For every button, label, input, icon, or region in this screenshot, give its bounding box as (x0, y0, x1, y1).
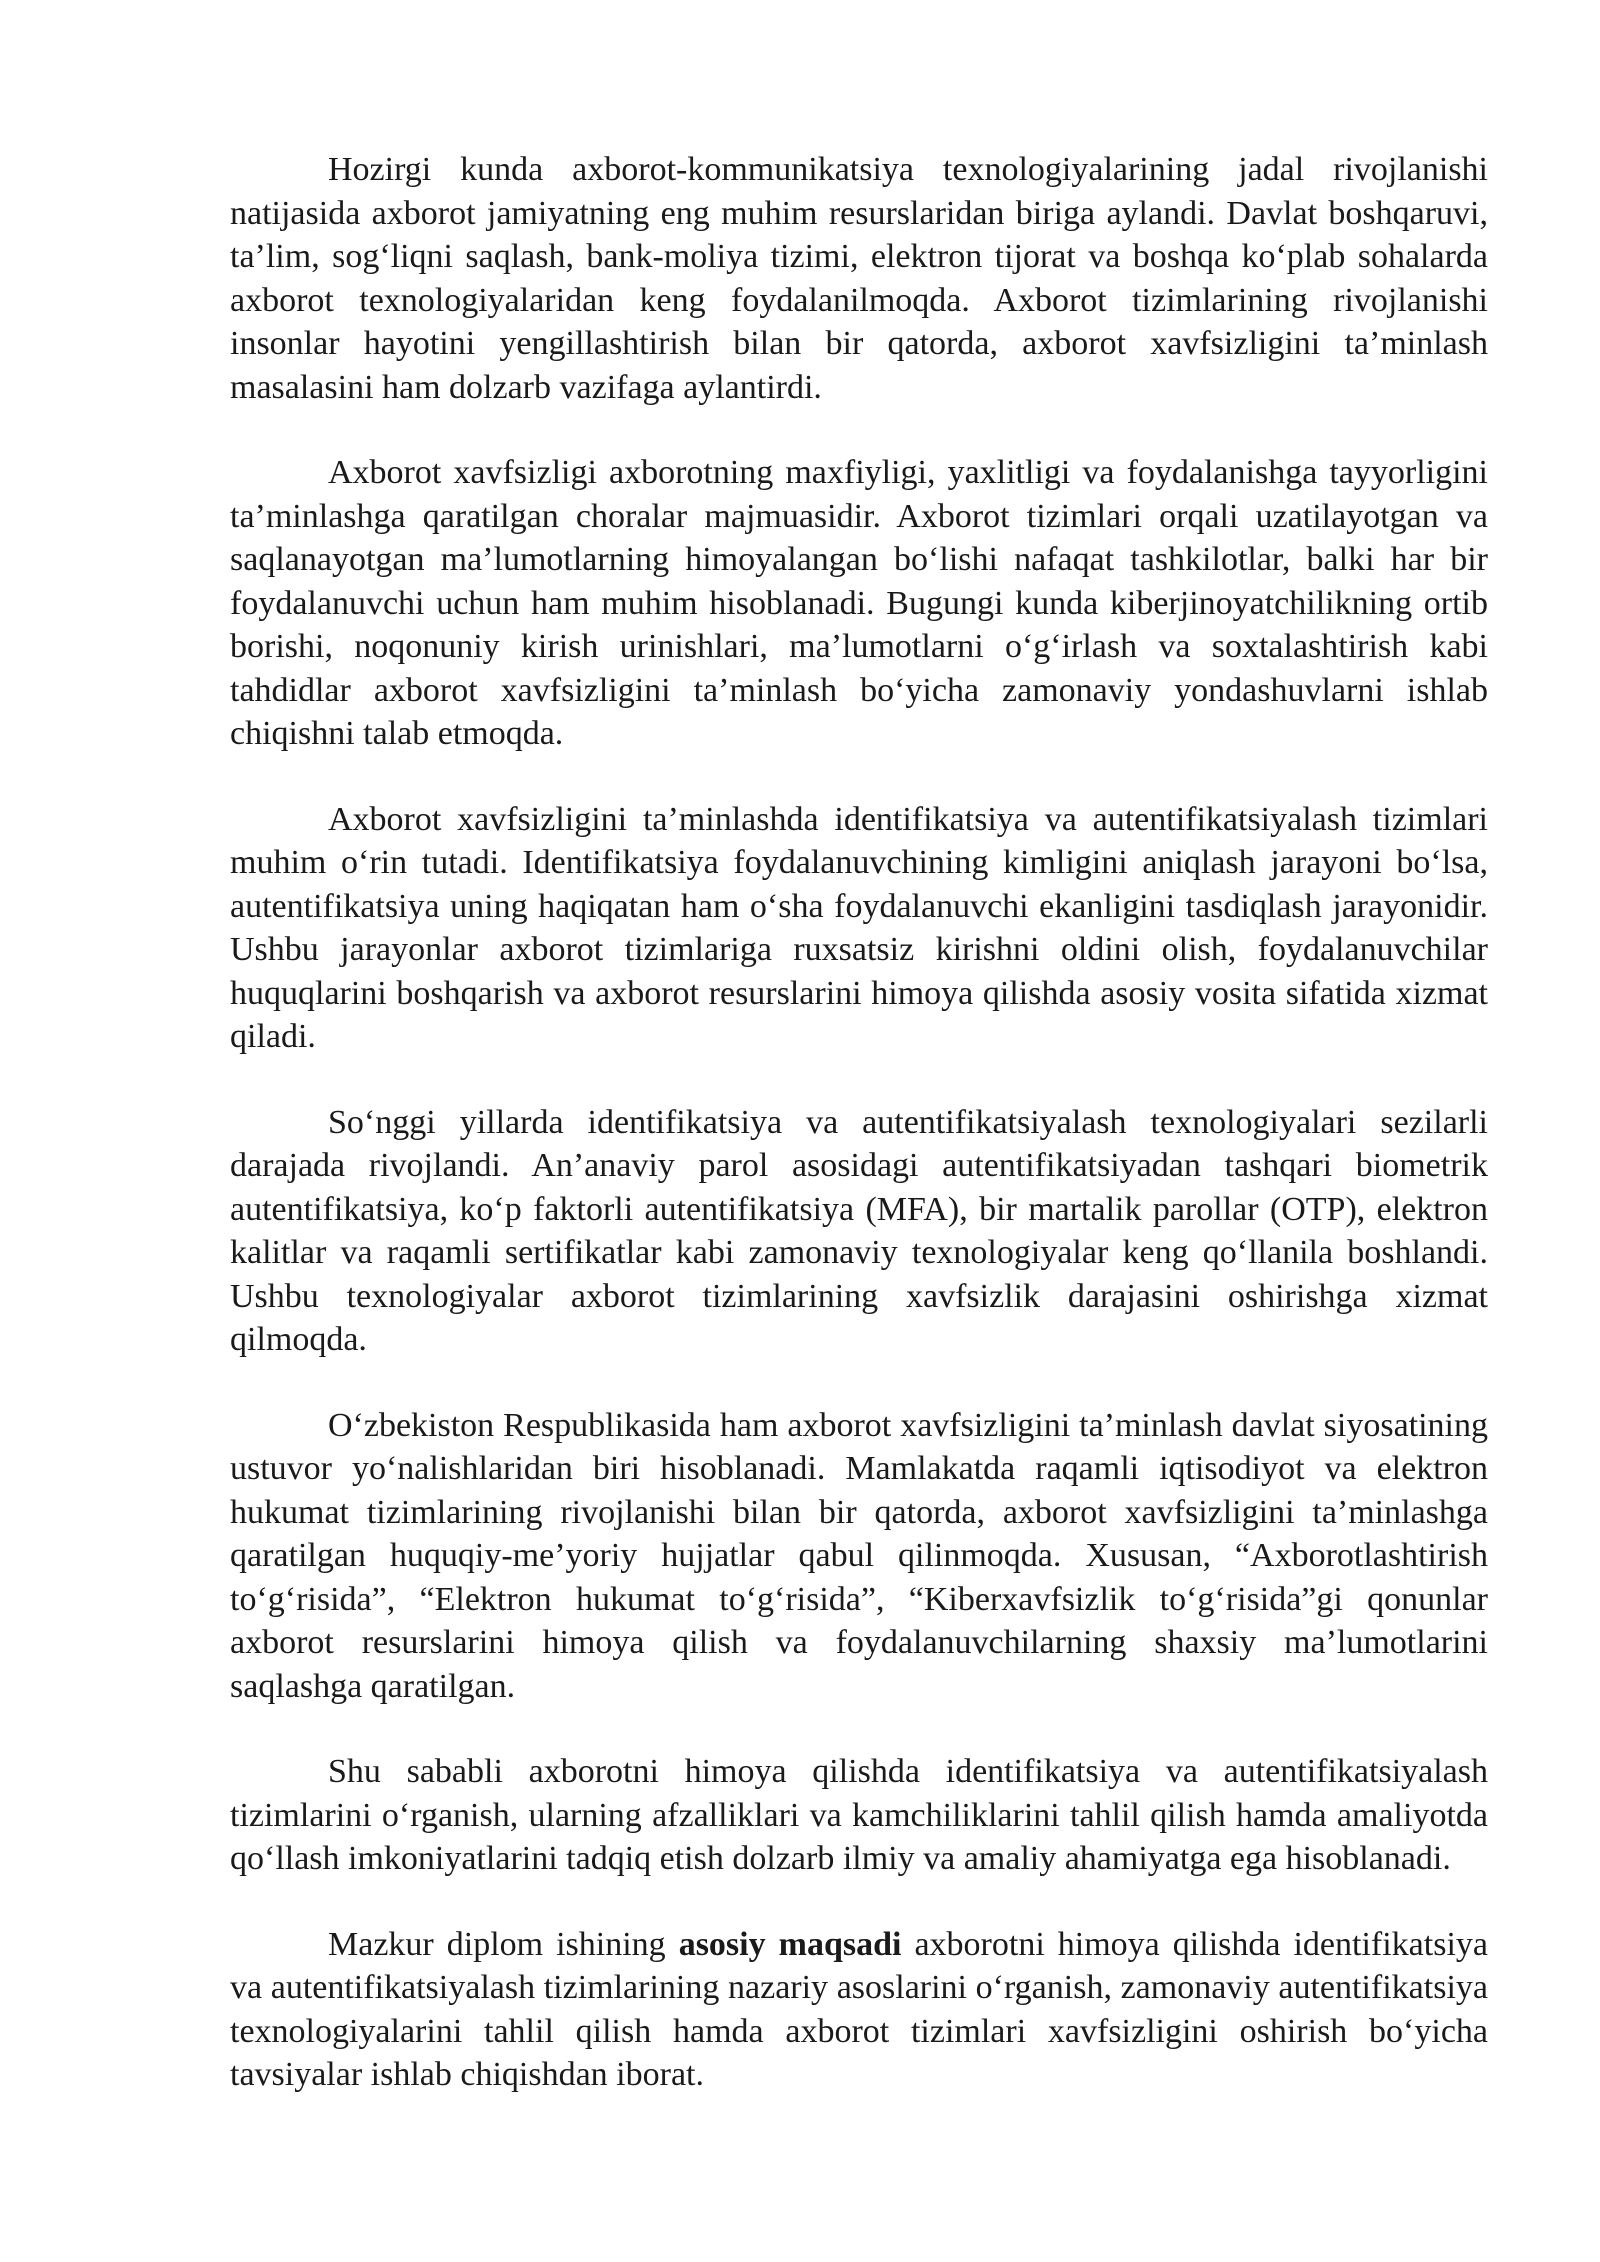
main-goal-lead-text: Mazkur diplom ishining (328, 1925, 679, 1963)
paragraph-modern-technologies: So‘nggi yillarda identifikatsiya va autentifikatsiyalash texnologiyalari sezilarli darajada rivojlandi. An’anaviy parol asosidagi autentifikatsiyadan tashqari biometrik autentifikatsiya, ko‘p faktorli autentifikatsiya (MFA), bir martalik parollar (OTP), elektron kalitlar va raqamli sertifikatlar kabi zamonaviy texnologiyalar keng qo‘llanila boshlandi. Ushbu texnologiyalar axborot tizimlarining xavfsizlik darajasini oshirishga xizmat qilmoqda. (230, 1103, 1488, 1358)
paragraph-uzbekistan-policy: O‘zbekiston Respublikasida ham axborot xavfsizligini ta’minlash davlat siyosatining ustuvor yo‘nalishlaridan biri hisoblanadi. Mamlakatda raqamli iqtisodiyot va elektron hukumat tizimlarining rivojlanishi bilan bir qatorda, axborot xavfsizligini ta’minlashga qaratilgan huquqiy-me’yoriy hujjatlar qabul qilinmoqda. Xususan, “Axborotlashtirish to‘g‘risida”, “Elektron hukumat to‘g‘risida”, “Kiberxavfsizlik to‘g‘risida”gi qonunlar axborot resurslarini himoya qilish va foydalanuvchilarning shaxsiy ma’lumotlarini saqlashga qaratilgan. (230, 1406, 1488, 1705)
paragraph-main-goal (230, 1923, 1488, 2097)
paragraph-identification-authentication: Axborot xavfsizligini ta’minlashda identifikatsiya va autentifikatsiyalash tizimlari muhim o‘rin tutadi. Identifikatsiya foydalanuvchining kimligini aniqlash jarayoni bo‘lsa, autentifikatsiya uning haqiqatan ham o‘sha foydalanuvchi ekanligini tasdiqlash jarayonidir. Ushbu jarayonlar axborot tizimlariga ruxsatsiz kirishni oldini olish, foydalanuvchilar huquqlarini boshqarish va axborot resurslarini himoya qilishda asosiy vosita sifatida xizmat qiladi. (230, 800, 1488, 1055)
document-page (230, 148, 1488, 2139)
paragraph-relevance: Shu sababli axborotni himoya qilishda identifikatsiya va autentifikatsiyalash tizimlarini o‘rganish, ularning afzalliklari va kamchiliklarini tahlil qilish hamda amaliyotda qo‘llash imkoniyatlarini tadqiq etish dolzarb ilmiy va amaliy ahamiyatga ega hisoblanadi. (230, 1753, 1488, 1877)
paragraph-information-security: Axborot xavfsizligi axborotning maxfiyligi, yaxlitligi va foydalanishga tayyorligini ta’minlashga qaratilgan choralar majmuasidir. Axborot tizimlari orqali uzatilayotgan va saqlanayotgan ma’lumotlarning himoyalangan bo‘lishi nafaqat tashkilotlar, balki har bir foydalanuvchi uchun ham muhim hisoblanadi. Bugungi kunda kiberjinoyatchilikning ortib borishi, noqonuniy kirish urinishlari, ma’lumotlarni o‘g‘irlash va soxtalashtirish kabi tahdidlar axborot xavfsizligini ta’minlash bo‘yicha zamonaviy yondashuvlarni ishlab chiqishni talab etmoqda. (230, 454, 1488, 752)
paragraph-introduction: Hozirgi kunda axborot-kommunikatsiya texnologiyalarining jadal rivojlanishi natijasida axborot jamiyatning eng muhim resurslaridan biriga aylandi. Davlat boshqaruvi, ta’lim, sog‘liqni saqlash, bank-moliya tizimi, elektron tijorat va boshqa ko‘plab sohalarda axborot texnologiyalaridan keng foydalanilmoqda. Axborot tizimlarining rivojlanishi insonlar hayotini yengillashtirish bilan bir qatorda, axborot xavfsizligini ta’minlash masalasini ham dolzarb vazifaga aylantirdi. (230, 151, 1488, 406)
main-goal-rest-text: axborotni himoya qilishda identifikatsiya va autentifikatsiyalash tizimlarining nazariy asoslarini o‘rganish, zamonaviy autentifikatsiya texnologiyalarini tahlil qilish hamda axborot tizimlari xavfsizligini oshirish bo‘yicha tavsiyalar ishlab chiqishdan iborat. (230, 1925, 1488, 2093)
main-goal-bold-text: asosiy maqsadi (678, 1925, 902, 1963)
